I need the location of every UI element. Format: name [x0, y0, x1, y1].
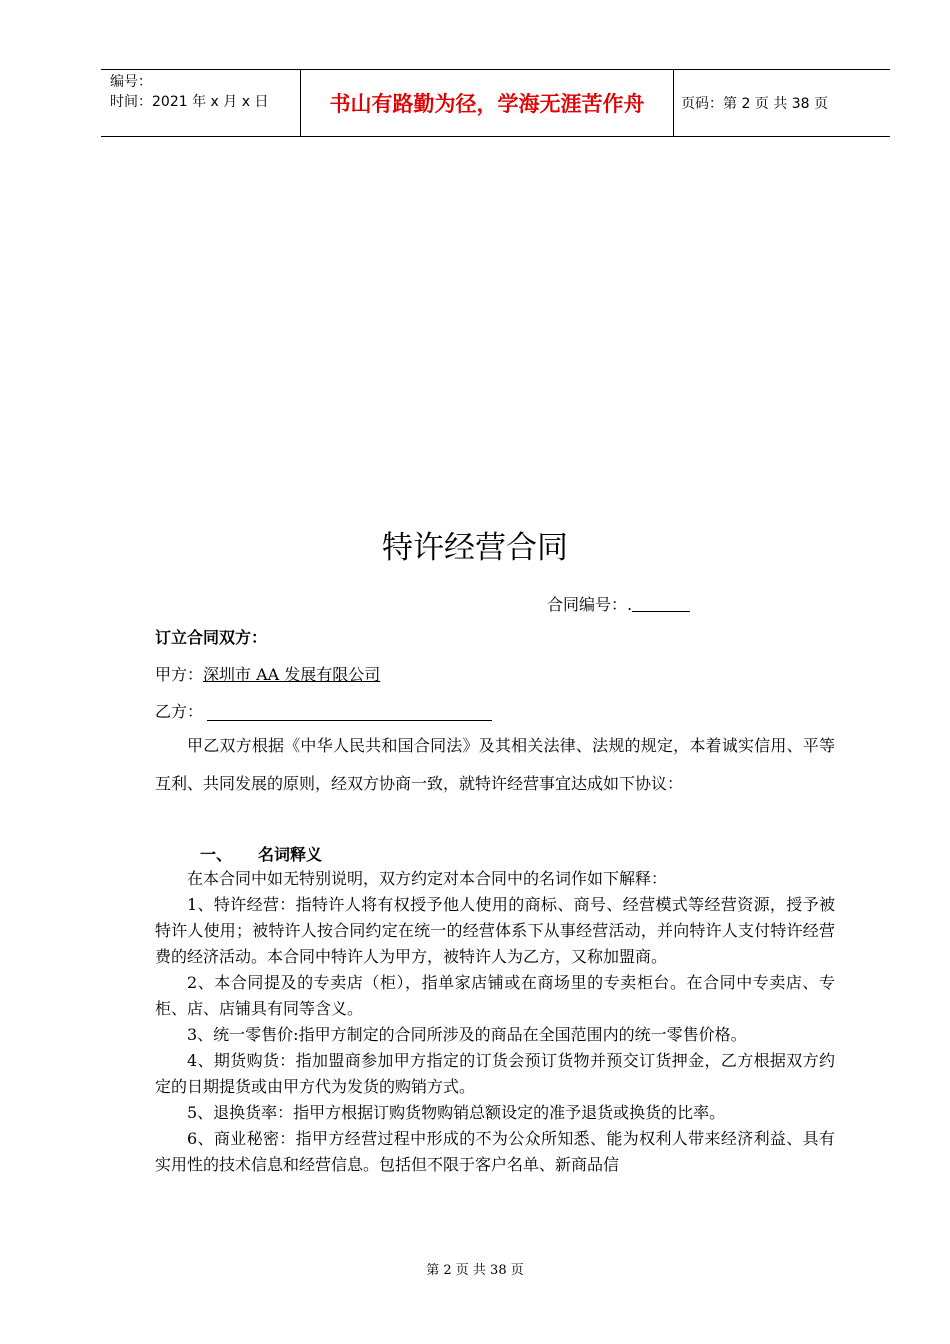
- contract-number-blank: [632, 595, 690, 612]
- document-number: 编号：: [110, 74, 152, 90]
- definition-intro: 在本合同中如无特别说明，双方约定对本合同中的名词作如下解释：: [187, 869, 668, 888]
- document-date: 时间：2021 年 x 月 x 日: [110, 94, 269, 110]
- section-body: [155, 866, 835, 1178]
- definition-item: 5、退换货率：指甲方根据订购货物购销总额设定的准予退货或换货的比率。: [187, 1103, 726, 1122]
- party-a-label: 甲方：: [155, 665, 204, 684]
- party-a-name: 深圳市 AA 发展有限公司: [203, 665, 381, 684]
- section-number: 一、: [200, 845, 233, 864]
- contract-number-label: 合同编号：.: [547, 595, 633, 614]
- contract-number: [547, 592, 690, 615]
- definition-item: 6、商业秘密：指甲方经营过程中形成的不为公众所知悉、能为权利人带来经济利益、具有实用性的技术信息和经营信息。包括但不限于客户名单、新商品信: [155, 1129, 835, 1174]
- parties-heading: 订立合同双方：: [155, 628, 268, 647]
- party-b-label: 乙方：: [155, 702, 204, 721]
- definition-item: 1、特许经营：指特许人将有权授予他人使用的商标、商号、经营模式等经营资源，授予被特许人使用；被特许人按合同约定在统一的经营体系下从事经营活动，并向特许人支付特许经营费的经济活动。本合同中特许人为甲方，被特许人为乙方，又称加盟商。: [155, 895, 835, 966]
- page-header: [101, 69, 890, 137]
- header-motto: 书山有路勤为径，学海无涯苦作舟: [301, 70, 674, 136]
- section-title: 名词释义: [258, 845, 323, 864]
- party-a: [155, 662, 835, 685]
- section-heading: [200, 842, 348, 865]
- party-b-blank: [207, 704, 492, 721]
- definition-item: 2、本合同提及的专卖店（柜），指单家店铺或在商场里的专卖柜台。在合同中专卖店、专柜、店、店铺具有同等含义。: [155, 973, 835, 1018]
- header-page-number: 页码：第 2 页 共 38 页: [681, 96, 828, 112]
- header-meta: [101, 70, 301, 136]
- intro-paragraph: 甲乙双方根据《中华人民共和国合同法》及其相关法律、法规的规定，本着诚实信用、平等互利、共同发展的原则，经双方协商一致，就特许经营事宜达成如下协议：: [155, 736, 835, 793]
- document-title: 特许经营合同: [382, 530, 568, 566]
- definition-item: 4、期货购货：指加盟商参加甲方指定的订货会预订货物并预交订货押金，乙方根据双方约定的日期提货或由甲方代为发货的购销方式。: [155, 1051, 835, 1096]
- page-footer: 第 2 页 共 38 页: [426, 1263, 524, 1278]
- party-b: [155, 699, 835, 722]
- definition-item: 3、统一零售价:指甲方制定的合同所涉及的商品在全国范围内的统一零售价格。: [187, 1025, 747, 1044]
